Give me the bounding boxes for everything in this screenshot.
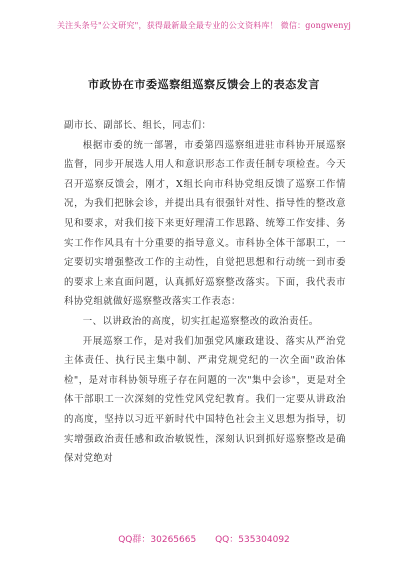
paragraph-intro: 根据市委的统一部署，市委第四巡察组进驻市科协开展巡察监督，同步开展选人用人和意识形态工作责任制专项检查。今天召开巡察反馈会，刚才，X组长向市科协党组反馈了巡察工作情况，为我们把脉会诊，并提出具有很强针对性、指导性的整改意见和要求，对我们接下来更好理清工作思路、统筹工作安排、务实工作作风具有十分重要的指导意义。市科协全体干部职工，一定要切实增强整改工作的主动性，自觉把思想和行动统一到市委的要求上来直面问题，认真抓好巡察整改落实。下面，我代表市科协党组就做好巡察整改落实工作表态： — [64, 139, 346, 308]
document-body — [64, 116, 346, 469]
contact-footer — [0, 532, 408, 545]
promo-banner: 关注头条号"公文研究"，获得最新最全最专业的公文资料库！ 微信：gongwenyj — [56, 21, 352, 30]
qq-group-number: QQ群：30265665 — [118, 535, 197, 545]
document-title: 市政协在市委巡察组巡察反馈会上的表态发言 — [88, 78, 320, 91]
salutation: 副市长、副部长、组长，同志们： — [64, 120, 212, 131]
paragraph-section-1: 开展巡察工作，是对我们加强党风廉政建设、落实从严治党主体责任、执行民主集中制、严肃党规党纪的一次全面"政治体检"，是对市科协领导班子存在问题的一次"集中会诊"，更是对全体干部职工一次深刻的党性党风党纪教育。我们一定要从讲政治的高度，坚持以习近平新时代中国特色社会主义思想为指导，切实增强政治责任感和政治敏锐性，深刻认识到抓好巡察整改是确保对党绝对 — [64, 335, 346, 465]
section-heading-1: 一、以讲政治的高度，切实扛起巡察整改的政治责任。 — [82, 315, 319, 327]
qq-number: QQ：535304092 — [215, 535, 290, 545]
